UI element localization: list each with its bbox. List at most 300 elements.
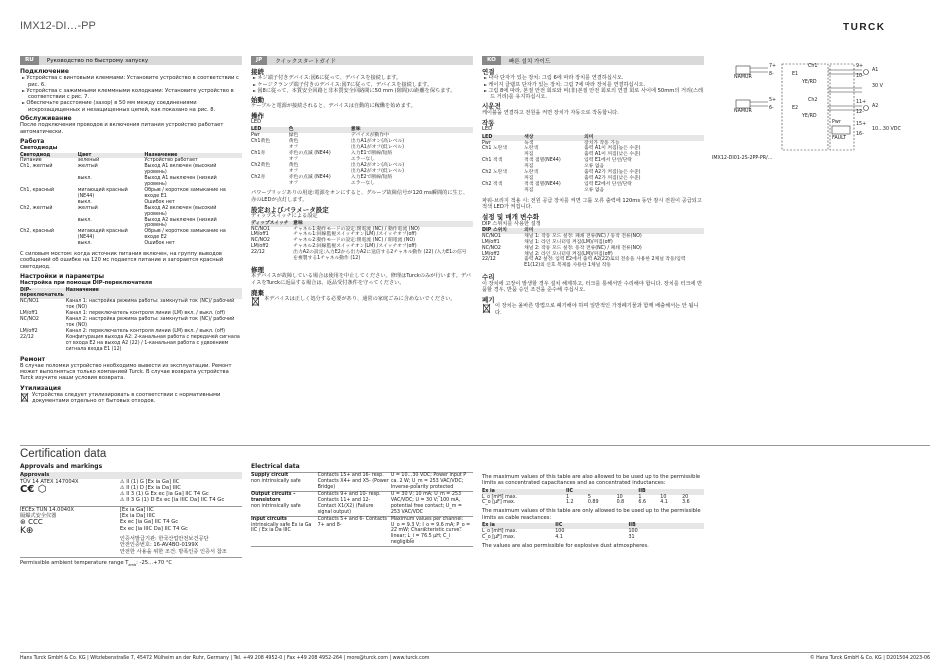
jp-disposal-text: 本デバイスは正しく処分する必要があり、通常の家庭ごみに含めないでください。: [264, 296, 456, 303]
channel-label: Ch1: [808, 64, 818, 69]
iecex-mark: Ex ec [ia Ga] IIC T4 Gc: [119, 519, 179, 526]
table-row: [482, 257, 704, 269]
jp-connect-item: ► 図8に従って、本質安全回路と非本質安全回路間に50 mm (隙間)の距離を保ちます。: [251, 88, 473, 94]
ru-led-note: С силовым мостом: когда источник питания включен, на группу выводов сообщений об ошибке на 120 мс подается питание и загорается красный светодиод.: [20, 251, 224, 270]
ru-work-heading: Работа: [20, 137, 45, 145]
cell: 出力A1がオン(高レベル): [350, 139, 405, 145]
col-header: Ex ia: [482, 488, 495, 494]
cell: 22/12: [20, 334, 34, 340]
electrical-section: [251, 464, 473, 547]
atex-cert: TÜV 14 ATEX 147004X: [20, 478, 79, 485]
ru-header-bar: [20, 56, 242, 65]
col-header: Ex ia: [482, 522, 495, 528]
jp-header-bar: [251, 56, 473, 65]
ru-connect-item: ► Устройства с винтовыми клеммами: Установите устройство в соответствии с рис. 6.: [20, 75, 242, 88]
turck-logo: [843, 22, 886, 33]
cell: 22/12: [251, 250, 265, 256]
cell: NC/NO2: [482, 245, 501, 251]
table-row: [20, 188, 242, 200]
supply-voltage-label: 10…30 VDC: [872, 127, 901, 132]
cell: [251, 181, 289, 187]
cell: 1: [638, 494, 642, 500]
cell: 10: [616, 494, 623, 500]
atex-mark: ⚠ II (1) D [Ex ia Da] IIIC: [119, 484, 181, 491]
ce-ex-icon: C€ ⬡: [20, 483, 47, 495]
jp-repair-text: 本デバイスが故障している場合は使用を中止してください。修理はTurckのみが行います。デバイスをTurckに返品する場合は、返品受付条件を守ってください。: [251, 273, 471, 286]
terminal-label: 9+: [856, 64, 864, 69]
ko-connect-heading: 연결: [482, 68, 495, 76]
cell: LM/off1: [482, 239, 500, 245]
ru-repair-heading: Ремонт: [20, 355, 46, 363]
cell: Supply circuit: [251, 473, 289, 479]
ru-led-col: Светодиод: [20, 152, 51, 158]
cell: Ошибок нет: [144, 241, 175, 247]
cell: 출력 A1이 꺼짐(낮은 수준): [584, 152, 641, 158]
dust-note: The values are also permissible for explosive dust atmospheres.: [482, 542, 649, 549]
waste-bin-icon: [20, 392, 29, 405]
cell: デバイスが動作中: [350, 133, 389, 139]
cell: C_o [µF] max.: [482, 500, 516, 506]
table-row: [20, 164, 242, 176]
table-row: [251, 250, 473, 262]
brand-text: TURCK: [843, 22, 886, 33]
ko-section: [482, 56, 704, 317]
cell: 5: [587, 494, 591, 500]
table-row: [20, 335, 242, 353]
kcs-line: 안전인증번호: 16-AV4BO-0199X: [119, 542, 199, 549]
table-row: [20, 299, 242, 311]
ccc-icon: ⊛ CCC: [20, 518, 43, 527]
nepsi-mark: 隔爆式安全仪器: [20, 513, 57, 520]
max-values-section: [482, 474, 704, 549]
ru-led-heading: Светодиоды: [20, 145, 58, 152]
ko-op-heading: 작동: [482, 119, 495, 128]
ru-dip-table: [20, 288, 242, 353]
jp-repair-heading: 修理: [251, 265, 264, 274]
cell: オフ: [288, 180, 299, 186]
cell: オフ: [288, 156, 299, 162]
cell: 出力A2の設定:入力E2から出力A2に送信する2チャネル動作 (22) /入力E1の信号を複製する1チャネル動作 (12): [293, 250, 467, 262]
jp-section: [251, 56, 473, 309]
cell: Ch1黄色: [251, 139, 271, 145]
cell: 入力E2で断線/短絡: [350, 174, 393, 180]
terminal-label: 16-: [856, 132, 864, 137]
cell: LM/off1: [20, 311, 38, 317]
ko-led-col: 의미: [584, 134, 594, 140]
cell: 적색 점멸(NE44): [524, 158, 561, 164]
table-row: [251, 492, 473, 517]
electrical-heading: Electrical data: [251, 463, 300, 470]
cell: 출력 A2가 꺼짐(낮은 수준): [584, 176, 641, 182]
cell: Ch2, красный: [20, 229, 55, 235]
cell: [482, 188, 524, 194]
terminal-label: 8-: [769, 72, 774, 77]
cell: 22/12: [482, 257, 496, 263]
cell: エラーなし: [350, 156, 375, 162]
table-row: [20, 317, 242, 329]
cell: Ch2赤: [251, 174, 266, 180]
col-header: IIC: [555, 522, 563, 528]
ambient-temperature: [20, 560, 242, 568]
cell: intrinsically safe Ex ia Ga IIC / Ex ia Da IIIC: [251, 522, 312, 534]
ru-title: Руководство по быстрому запуску: [46, 57, 149, 64]
ru-connect-item: ► Обеспечьте расстояние (зазор) в 50 мм между соединениями искрозащищенных и незащищенных цепей, как показано на рис. 8.: [20, 100, 242, 113]
col-header: IIB: [628, 522, 636, 528]
cell: 出力A2がオン(高レベル): [350, 162, 405, 168]
cell: NC/NO1: [482, 233, 501, 239]
cell: 채널 2: 라인 모니터링 켜짐(LM)/꺼짐(off): [524, 251, 613, 257]
cell: チャネル2:動作モードの設定:閉電流 (NC) / 開電流 (NO): [293, 238, 415, 244]
cell: Ch1, желтый: [20, 164, 53, 170]
cell: 20: [682, 494, 689, 500]
cell: Ch1赤: [251, 151, 266, 156]
led-color-label: YE/RD: [802, 114, 817, 119]
cell: Ошибок нет: [144, 199, 175, 205]
jp-dip-table: [251, 221, 473, 262]
ru-led-table: [20, 153, 242, 248]
cell: LM/off2: [482, 251, 500, 257]
ko-led-heading: LED: [482, 126, 493, 133]
waste-bin-icon: [482, 303, 492, 316]
ambient-sub: amb: [128, 562, 137, 567]
pwr-label: Pwr: [832, 120, 841, 125]
jp-led-heading: LED: [251, 119, 262, 126]
cell: мигающий красный (NE44): [77, 188, 128, 199]
jp-led-note: パワーブリッジありの用途:電源をオンにすると、グループ故障信号が120 ms瞬間的に生じ、赤のLEDが点灯します。: [251, 190, 469, 203]
cell: 꺼짐: [524, 187, 534, 193]
cell: 出力A1がオフ(低レベル): [350, 145, 404, 151]
ko-header-bar: [482, 56, 704, 65]
cell: мигающий красный (NE44): [77, 229, 128, 241]
ko-repair-heading: 수리: [482, 273, 495, 282]
jp-op-heading: 操作: [251, 111, 264, 120]
ko-led-col: LED: [482, 134, 493, 140]
cell: C_o [µF] max.: [482, 534, 516, 540]
terminal-label: 15+: [856, 122, 867, 127]
jp-settings-heading: 設定およびパラメータ設定: [251, 206, 329, 215]
cell: Ch2 노란색: [482, 170, 507, 176]
cell: Input circuits: [251, 516, 287, 522]
cell: 꺼짐: [524, 164, 534, 170]
jp-code: JP: [251, 56, 267, 65]
ru-service-heading: Обслуживание: [20, 115, 72, 123]
jp-disposal-heading: 廃棄: [251, 288, 264, 297]
table-row: [482, 500, 704, 506]
table-row: [482, 188, 704, 194]
jp-led-col: 色: [288, 127, 294, 133]
cert-divider: [20, 445, 930, 446]
header-underline-yellow: [818, 20, 830, 32]
table-row: [20, 176, 242, 188]
jp-led-table: [251, 127, 473, 186]
document-title: IMX12-DI…-PP: [20, 20, 96, 32]
cell: Ch2 적색: [482, 181, 503, 187]
footer-copyright: © Hans Turck GmbH & Co. KG | D201504 2023-06: [809, 656, 930, 661]
fault-label: FAULT: [832, 136, 847, 141]
jp-start-heading: 始動: [251, 96, 264, 105]
cell: NC/NO1: [251, 226, 270, 232]
reactance-table-1: [482, 489, 704, 507]
ru-led-col: Назначение: [144, 152, 178, 158]
ru-dip-col: DIP-переключатель: [20, 287, 64, 299]
table-row: [20, 241, 242, 247]
namur-label: NAMUR: [734, 109, 752, 114]
cell: 10: [660, 494, 667, 500]
cell: 6.6: [638, 500, 647, 506]
cell: 入力E1で断線/短絡: [350, 151, 393, 156]
ru-disposal-heading: Утилизация: [20, 384, 61, 392]
table-row: [251, 181, 473, 187]
cell: Канал 1: переключатель контроля линии (LM) вкл. / выкл. (off): [65, 311, 225, 317]
cell: 4.1: [660, 500, 668, 506]
namur-label: NAMUR: [734, 75, 752, 80]
cell: Contacts 5+ and 6- Contacts 7+ and 8-: [317, 516, 387, 528]
cell: Устройство работает: [144, 158, 198, 164]
jp-connect-item: ► ネジ端子付きデバイス:図6に従って、デバイスを接続します。: [251, 75, 473, 81]
iecex-mark: [Ex ia Da] IIIC: [119, 513, 156, 520]
cell: オフ: [288, 168, 299, 174]
cell: オフ: [288, 145, 299, 151]
col-header: IIB: [638, 488, 646, 494]
jp-led-col: LED: [251, 127, 262, 133]
cell: [20, 241, 78, 247]
ko-led-table: [482, 135, 704, 194]
ru-dip-heading: Настройка при помощи DIP-переключателя: [20, 280, 153, 287]
cell: выкл.: [77, 241, 92, 247]
ko-title: 빠른 설치 가이드: [508, 58, 551, 65]
jp-dip-col: ディップスイッチ: [251, 220, 289, 226]
cell: 장치가 작동 가능: [584, 140, 620, 146]
cell: 0.8: [616, 500, 625, 506]
ru-settings-heading: Настройки и параметры: [20, 272, 105, 280]
cell: [20, 218, 78, 230]
cell: 31: [628, 534, 635, 540]
cell: L_o [mH] max.: [482, 494, 518, 500]
cell: 출력 A1이 켜짐(높은 수준): [584, 146, 641, 152]
cell: 출력 A2 설정: 입력 E2에서 출력 A2(22)로의 전송을 사용한 2채널 작동/입력 E1(12)의 신호 복제를 사용한 1채널 작동: [524, 257, 686, 269]
cell: 3.6: [682, 500, 690, 506]
electrical-table: [251, 472, 473, 547]
ko-led-note: 파워-브리지 적용 시: 전원 공급 장치를 켜면 그룹 오류 출력에 120ms 동안 잠시 전원이 공급되고 적색 LED가 켜집니다.: [482, 197, 702, 211]
cell: 꺼짐: [524, 152, 534, 158]
ru-dip-col: Назначение: [65, 287, 99, 293]
ru-code: RU: [20, 56, 39, 65]
ko-connect-item: ► 그림 8에 따라, 본질 안전 회로와 비(非)본질 안전 회로의 연결 회로 사이에 50mm의 거리(스레드 거리)를 유지하십시오.: [482, 88, 704, 101]
ko-led-col: 색상: [524, 134, 534, 140]
approvals-subheading: Approvals: [20, 472, 242, 478]
cell: Питание: [20, 158, 42, 164]
cell: зеленый: [77, 158, 100, 164]
cell: 1: [565, 494, 570, 500]
terminal-label: 10-: [856, 74, 864, 79]
ko-connect-item: ► 나사 단자가 있는 장치: 그림 6에 따라 장치를 연결하십시오.: [482, 75, 704, 81]
channel-label: Ch2: [808, 98, 818, 103]
table-row: [20, 218, 242, 230]
cell: 緑色: [288, 133, 299, 139]
ko-repair-text: 이 장치에 고장이 발생할 경우 설치 해제하고, 터크를 통해서만 수리해야 합니다. 장치를 터크에 반품할 경우, 반품 승인 조건을 준수해 주십시오.: [482, 280, 703, 293]
atex-mark: ⚠ II (1) G [Ex ia Ga] IIC: [119, 478, 180, 485]
ru-service-text: После подключения проводов и включения питания устройство работает автоматически.: [20, 122, 224, 135]
table-row: [20, 206, 242, 218]
cell: 오류 없음: [584, 164, 605, 170]
terminal-label: 12-: [856, 110, 864, 115]
jp-connect-heading: 接続: [251, 68, 264, 76]
kcs-line: 안전한 사용을 위한 조건: 방폭인증 인증서 참조: [119, 548, 227, 555]
cell: 黄色: [288, 139, 299, 145]
cell: Ch1 노란색: [482, 146, 507, 152]
ko-code: KO: [482, 56, 501, 65]
jp-title: クイックスタートガイド: [275, 58, 336, 65]
table-row: [482, 535, 704, 541]
cell: U = 30 V; 10 mA; U_m = 253 VAC/VDC; U = 30 V; 100 mA, potential free contact; U_m = 253 VAC/VDC: [390, 492, 462, 515]
input-label: E1: [792, 72, 799, 77]
cell: 오류 없음: [584, 187, 605, 193]
ru-section: [20, 56, 242, 405]
voltage-label: 30 V: [872, 84, 883, 89]
jp-start-text: ケーブルと電源が接続されると、デバイスは自動的に稼働を始めます。: [251, 103, 416, 110]
cell: Обрыв / короткое замыкание на входе E1: [144, 188, 226, 199]
cell: チャネル2:回線監視スイッチオン(LM) /スイッチオフ(off): [293, 244, 417, 250]
ru-connect-heading: Подключение: [20, 68, 69, 75]
cell: Выход A2 выключен (низкий уровень): [144, 217, 217, 229]
cell: 出力A2がオフ(低レベル): [350, 168, 404, 174]
ru-disposal-text: Устройства следует утилизировать в соответствии с нормативными документами отдельно от бытовых отходов.: [32, 392, 221, 405]
cell: 黄色: [288, 162, 299, 168]
cell: Обрыв / короткое замыкание на входе E2: [144, 229, 226, 241]
jp-connect-item: ► ケージクランプ端子付きのデバイス:図7に従って、デバイスを接続します。: [251, 82, 473, 88]
cell: 1.2: [565, 500, 574, 506]
terminal-label: 5+: [769, 98, 777, 103]
cell: NC/NO2: [20, 317, 39, 323]
kc-icon: K⊕: [20, 525, 34, 536]
cell: NC/NO1: [20, 299, 39, 305]
cell: チャネル1:回線監視スイッチオン(LM) /スイッチオフ(off): [293, 232, 417, 238]
cell: 적색 점멸(NE44): [524, 181, 561, 187]
cell: Ch2, желтый: [20, 205, 53, 211]
approvals-section: [20, 464, 242, 568]
ambient-value: : -25…+70 °C: [136, 559, 173, 566]
cell: 100: [555, 528, 565, 534]
cell: Канал 1: настройка режима работы: замкнутый ток (NC)/ рабочий ток (NO): [65, 299, 235, 311]
cell: Канал 2: переключатель контроля линии (LM) вкл. / выкл. (off): [65, 328, 225, 334]
table-row: [20, 229, 242, 241]
terminal-label: 7+: [769, 64, 777, 69]
cell: LM/off2: [20, 328, 38, 334]
ko-connect-item: ► 케이지 클램프 단자가 있는 장치: 그림 7에 따라 장치를 연결하십시오.: [482, 82, 704, 88]
ko-dip-heading: DIP 스위치를 사용한 설정: [482, 220, 541, 227]
cert-title: Certification data: [20, 448, 107, 460]
cell: Maximum values per channel: U_o = 9.3 V; I_o = 9.6 mA; P_o = 22 mW; Characteristic curve: linear; L_i = 76.5 µH; C_i negligible: [390, 516, 471, 546]
cell: 노란색: [524, 146, 539, 152]
terminal-label: 6-: [769, 106, 774, 111]
reactance-table-2: [482, 523, 704, 541]
ambient-text: Permissible ambient temperature range T: [20, 559, 129, 566]
ko-start-text: 케이블을 연결하고 전원을 켜면 장치가 자동으로 작동합니다.: [482, 109, 619, 116]
cell: エラーなし: [350, 180, 375, 186]
cell: non intrinsically safe: [251, 503, 301, 509]
cell: Конфигурация выхода A2: 2-канальная работа с передачей сигнала от входа E2 на выход A2 (22) / 1-канальная работа с удвоением сигнала входа E1 (12): [65, 334, 240, 352]
max-values-note: The maximum values of this table are only allowed to be used up to the permissible limits as cable reactances:: [482, 508, 701, 521]
cell: Выход A1 выключен (низкий уровень): [144, 176, 217, 188]
ko-disposal-heading: 폐기: [482, 296, 495, 305]
cell: Output circuits – transistors: [251, 492, 296, 503]
cell: LM/off1: [251, 232, 269, 238]
col-header: IIC: [565, 488, 574, 494]
cell: Ch1 적색: [482, 158, 503, 164]
cell: L_o [mH] max.: [482, 528, 518, 534]
approvals-heading: Approvals and markings: [20, 463, 103, 470]
cell: выкл.: [77, 176, 92, 182]
cell: 채널 1: 라인 모니터링 켜짐(LM)/꺼짐(off): [524, 239, 613, 245]
ru-repair-text: В случае поломки устройство необходимо вывести из эксплуатации. Ремонт может выполняться только компанией Turck. В случае возврата устройства Turck изучите наши условия возврата.: [20, 362, 232, 382]
jp-dip-heading: ディップスイッチによる設定: [251, 213, 318, 220]
cell: Contacts 9+ and 10- resp. Contacts 11+ and 12- Contact X1(X2) (Failure signal output): [317, 492, 381, 515]
cell: 赤色の点滅 (NE44): [288, 151, 331, 156]
terminal-label: 11+: [856, 100, 867, 105]
cell: Pwr: [482, 140, 491, 146]
led-color-label: YE/RD: [802, 80, 817, 85]
ko-dip-col: DIP 스위치: [482, 227, 507, 233]
cell: 0.89: [587, 500, 599, 506]
atex-mark: ⚠ II 3 G (1) D Ex ec [ia IIIC Da] IIC T4 Gc: [119, 497, 225, 504]
output-label: A1: [872, 68, 879, 73]
ru-connect-item: ► Устройства с зажимными клеммными колодками: Установите устройство в соответствии с рис. 7.: [20, 88, 242, 101]
diagram-caption: IMX12-DI01-2S-2PP-PR/…: [712, 156, 773, 161]
cell: U = 10…30 VDC; Power input P ca. 2 W; U_m = 253 VAC/VDC; Inverse-polarity protected: [390, 473, 467, 491]
ko-disposal-text: 이 장치는 올바른 방법으로 폐기해야 하며 일반적인 가정폐기물과 함께 배출해서는 안 됩니다.: [494, 303, 699, 316]
cell: Pwr: [251, 133, 260, 139]
cell: 노란색: [524, 170, 539, 176]
cell: 꺼짐: [524, 176, 534, 182]
cell: выкл.: [77, 217, 92, 223]
input-label: E2: [792, 106, 799, 111]
iecex-mark: [Ex ia Ga] IIC: [119, 506, 154, 513]
ko-dip-col: 의미: [524, 227, 534, 233]
cell: 채널 1: 작동 모드 설정: 폐쇄 전류(NC) / 동작 전류(NO): [524, 233, 642, 239]
cell: 입력 E1에서 단선/단락: [584, 158, 632, 164]
cell: Ch2黄色: [251, 162, 271, 168]
iecex-cert: IECEx TUN 14.0040X: [20, 506, 74, 513]
cell: Ch1, красный: [20, 188, 55, 193]
ko-start-heading: 시운전: [482, 102, 501, 111]
cell: 4.1: [555, 534, 563, 540]
cell: Contacts 15+ and 16- resp. Contacts X4+ and X5- (Power Bridge): [317, 473, 389, 491]
cell: 출력 A2가 켜짐(높은 수준): [584, 170, 641, 176]
footer-divider: [20, 652, 930, 653]
cell: 녹색: [524, 140, 534, 146]
footer-address: Hans Turck GmbH & Co. KG | Witzlebenstraße 7, 45472 Mülheim an der Ruhr, Germany | Tel. +49 208 4952-0 | Fax +49 208 4952-264 | more@turck.com | www.turck.com: [20, 656, 430, 661]
output-label: A2: [872, 104, 879, 109]
kcs-line: 인증서발급기관: 한국산업안전보건공단: [119, 535, 209, 542]
cell: желтый: [77, 164, 98, 170]
cell: Канал 2: настройка режима работы: замкнутый ток (NC)/ рабочий ток (NO): [65, 317, 235, 328]
cell: NC/NO2: [251, 238, 270, 244]
cell: [20, 176, 78, 188]
jp-led-col: 意味: [350, 127, 361, 133]
cell: 赤色の点滅 (NE44): [288, 174, 331, 180]
cell: LM/off2: [251, 244, 269, 250]
cell: Выход A1 включен (высокий уровень): [144, 164, 217, 176]
max-values-note: The maximum values of this table are also allowed to be used up to the permissible limits as concentrated capacitances and as concentrated inductances:: [482, 474, 701, 487]
ru-led-col: Цвет: [77, 152, 92, 158]
ko-dip-table: [482, 228, 704, 269]
cell: Выход A2 включен (высокий уровень): [144, 205, 217, 217]
table-row: [251, 473, 473, 492]
table-row: [251, 516, 473, 547]
cell: non intrinsically safe: [251, 479, 301, 485]
atex-mark: ⚠ II 3 (1) G Ex ec [ia Ga] IIC T4 Gc: [119, 491, 209, 498]
cell: желтый: [77, 205, 98, 211]
